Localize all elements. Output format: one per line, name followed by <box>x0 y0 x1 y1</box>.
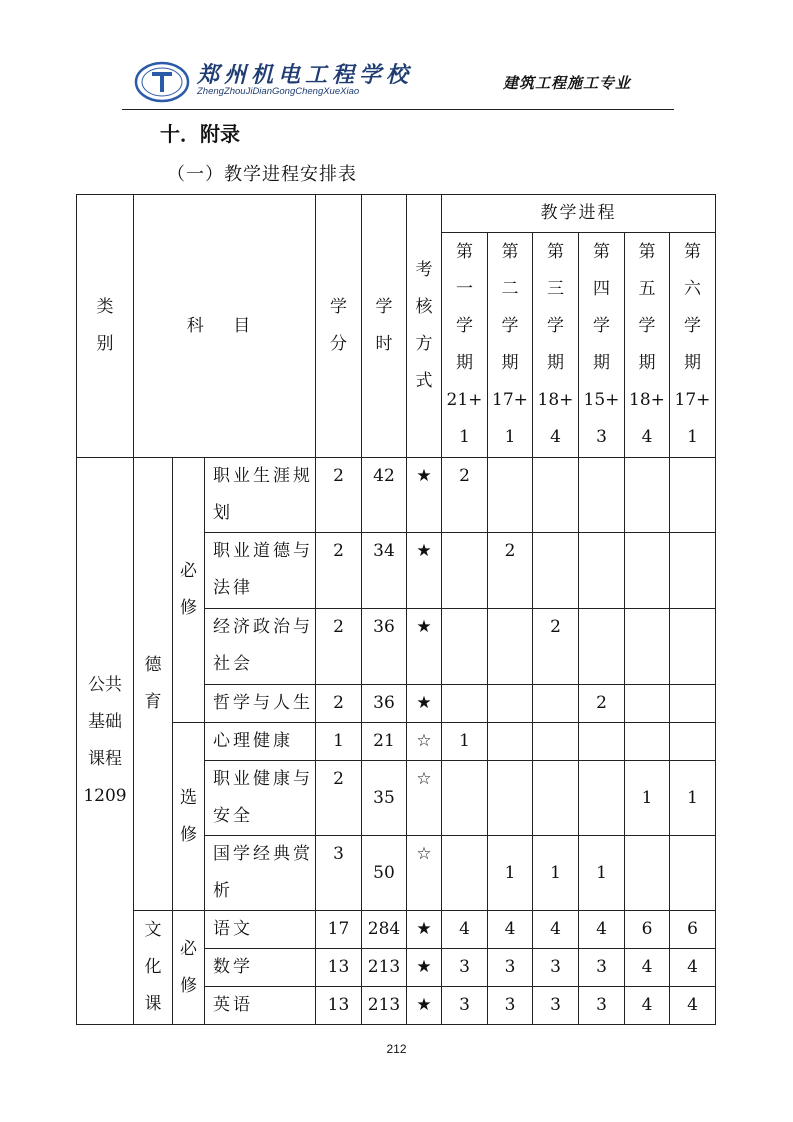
semester-cell: 4 <box>625 949 670 987</box>
semester-cell <box>488 458 533 533</box>
semester-cell <box>670 609 716 685</box>
semester-cell <box>670 533 716 609</box>
semester-cell <box>670 685 716 723</box>
semester-cell: 4 <box>533 911 579 949</box>
semester-cell: 4 <box>579 911 625 949</box>
hours-cell: 36 <box>362 609 407 685</box>
semester-cell <box>442 609 488 685</box>
semester-cell: 3 <box>442 949 488 987</box>
semester-cell <box>533 761 579 836</box>
semester-cell <box>533 533 579 609</box>
exam-cell: ★ <box>407 685 442 723</box>
semester-cell <box>488 723 533 761</box>
subject-cell: 心理健康 <box>205 723 316 761</box>
hours-cell: 213 <box>362 987 407 1025</box>
section-subtitle: （一）教学进程安排表 <box>167 164 357 185</box>
header-divider <box>122 109 674 110</box>
semester-cell: 1 <box>579 836 625 911</box>
page-header <box>0 0 793 115</box>
semester-cell <box>625 723 670 761</box>
required-cell: 必修 <box>173 911 205 1025</box>
semester-cell <box>442 761 488 836</box>
hours-cell: 50 <box>362 836 407 911</box>
semester-cell <box>579 533 625 609</box>
semester-cell: 4 <box>488 911 533 949</box>
exam-cell: ★ <box>407 911 442 949</box>
table-row <box>77 911 716 949</box>
credit-cell: 2 <box>316 761 362 836</box>
semester-cell <box>625 836 670 911</box>
exam-cell: ☆ <box>407 836 442 911</box>
exam-cell: ★ <box>407 458 442 533</box>
semester-cell: 2 <box>533 609 579 685</box>
credit-cell: 17 <box>316 911 362 949</box>
semester-cell: 3 <box>488 987 533 1025</box>
exam-cell: ☆ <box>407 723 442 761</box>
semester-cell <box>625 458 670 533</box>
school-name-en: ZhengZhouJiDianGongChengXueXiao <box>197 86 360 97</box>
semester-cell: 3 <box>579 949 625 987</box>
subject-cell: 哲学与人生 <box>205 685 316 723</box>
credit-cell: 1 <box>316 723 362 761</box>
hours-header: 学时 <box>362 195 407 458</box>
elective-cell: 选修 <box>173 723 205 911</box>
semester-cell <box>625 609 670 685</box>
subject-header: 科 目 <box>134 195 316 458</box>
semester-cell <box>670 836 716 911</box>
subject-cell: 职业道德与法律 <box>205 533 316 609</box>
hours-cell: 42 <box>362 458 407 533</box>
semester-header: 第四学期15+3 <box>579 233 625 458</box>
semester-cell: 4 <box>625 987 670 1025</box>
subject-cell: 职业健康与安全 <box>205 761 316 836</box>
semester-cell <box>488 609 533 685</box>
semester-header: 第三学期18+4 <box>533 233 579 458</box>
hours-cell: 36 <box>362 685 407 723</box>
semester-header: 第六学期17+1 <box>670 233 716 458</box>
semester-cell <box>533 685 579 723</box>
semester-cell: 6 <box>625 911 670 949</box>
semester-cell <box>579 761 625 836</box>
progress-header: 教学进程 <box>442 195 716 233</box>
semester-cell: 3 <box>442 987 488 1025</box>
semester-cell <box>442 533 488 609</box>
subject-cell: 英语 <box>205 987 316 1025</box>
semester-cell <box>579 609 625 685</box>
subject-cell: 经济政治与社会 <box>205 609 316 685</box>
semester-cell: 1 <box>625 761 670 836</box>
semester-cell <box>442 685 488 723</box>
semester-cell: 2 <box>442 458 488 533</box>
schedule-table <box>76 194 716 1025</box>
hours-cell: 284 <box>362 911 407 949</box>
semester-cell: 1 <box>442 723 488 761</box>
exam-cell: ★ <box>407 949 442 987</box>
exam-cell: ★ <box>407 987 442 1025</box>
exam-cell: ★ <box>407 533 442 609</box>
hours-cell: 35 <box>362 761 407 836</box>
semester-cell: 3 <box>579 987 625 1025</box>
category-cell: 公共基础课程1209 <box>77 458 134 1025</box>
credit-cell: 2 <box>316 609 362 685</box>
credit-cell: 13 <box>316 987 362 1025</box>
semester-cell: 3 <box>533 987 579 1025</box>
semester-header: 第五学期18+4 <box>625 233 670 458</box>
semester-cell <box>533 723 579 761</box>
semester-cell: 6 <box>670 911 716 949</box>
hours-cell: 213 <box>362 949 407 987</box>
credit-header: 学分 <box>316 195 362 458</box>
semester-cell <box>625 685 670 723</box>
semester-header: 第一学期21+1 <box>442 233 488 458</box>
credit-cell: 2 <box>316 685 362 723</box>
subject-cell: 数学 <box>205 949 316 987</box>
semester-cell: 2 <box>488 533 533 609</box>
semester-cell: 4 <box>670 949 716 987</box>
major-name: 建筑工程施工专业 <box>503 74 632 92</box>
semester-cell <box>625 533 670 609</box>
semester-cell <box>533 458 579 533</box>
semester-cell <box>670 458 716 533</box>
semester-cell <box>488 761 533 836</box>
semester-cell: 2 <box>579 685 625 723</box>
table-row <box>77 458 716 533</box>
exam-cell: ☆ <box>407 761 442 836</box>
category-header: 类别 <box>77 195 134 458</box>
header-row-1 <box>77 195 716 233</box>
credit-cell: 2 <box>316 533 362 609</box>
semester-cell: 1 <box>670 761 716 836</box>
hours-cell: 34 <box>362 533 407 609</box>
subject-cell: 语文 <box>205 911 316 949</box>
credit-cell: 13 <box>316 949 362 987</box>
subject-cell: 国学经典赏析 <box>205 836 316 911</box>
credit-cell: 3 <box>316 836 362 911</box>
subject-cell: 职业生涯规划 <box>205 458 316 533</box>
semester-cell: 1 <box>488 836 533 911</box>
exam-header: 考核方式 <box>407 195 442 458</box>
semester-cell: 1 <box>533 836 579 911</box>
semester-cell <box>442 836 488 911</box>
semester-cell: 3 <box>488 949 533 987</box>
section-title: 十．附录 <box>160 122 240 146</box>
school-logo-icon <box>134 60 190 104</box>
semester-cell <box>579 723 625 761</box>
group-cell: 德育 <box>134 458 173 911</box>
semester-cell <box>579 458 625 533</box>
school-name-cn: 郑州机电工程学校 <box>197 63 414 88</box>
required-cell: 必修 <box>173 458 205 723</box>
credit-cell: 2 <box>316 458 362 533</box>
semester-header: 第二学期17+1 <box>488 233 533 458</box>
semester-cell: 4 <box>670 987 716 1025</box>
semester-cell: 4 <box>442 911 488 949</box>
group-cell: 文化课 <box>134 911 173 1025</box>
hours-cell: 21 <box>362 723 407 761</box>
table-row <box>77 723 716 761</box>
exam-cell: ★ <box>407 609 442 685</box>
semester-cell <box>670 723 716 761</box>
page-number: 212 <box>386 1042 407 1056</box>
semester-cell: 3 <box>533 949 579 987</box>
semester-cell <box>488 685 533 723</box>
